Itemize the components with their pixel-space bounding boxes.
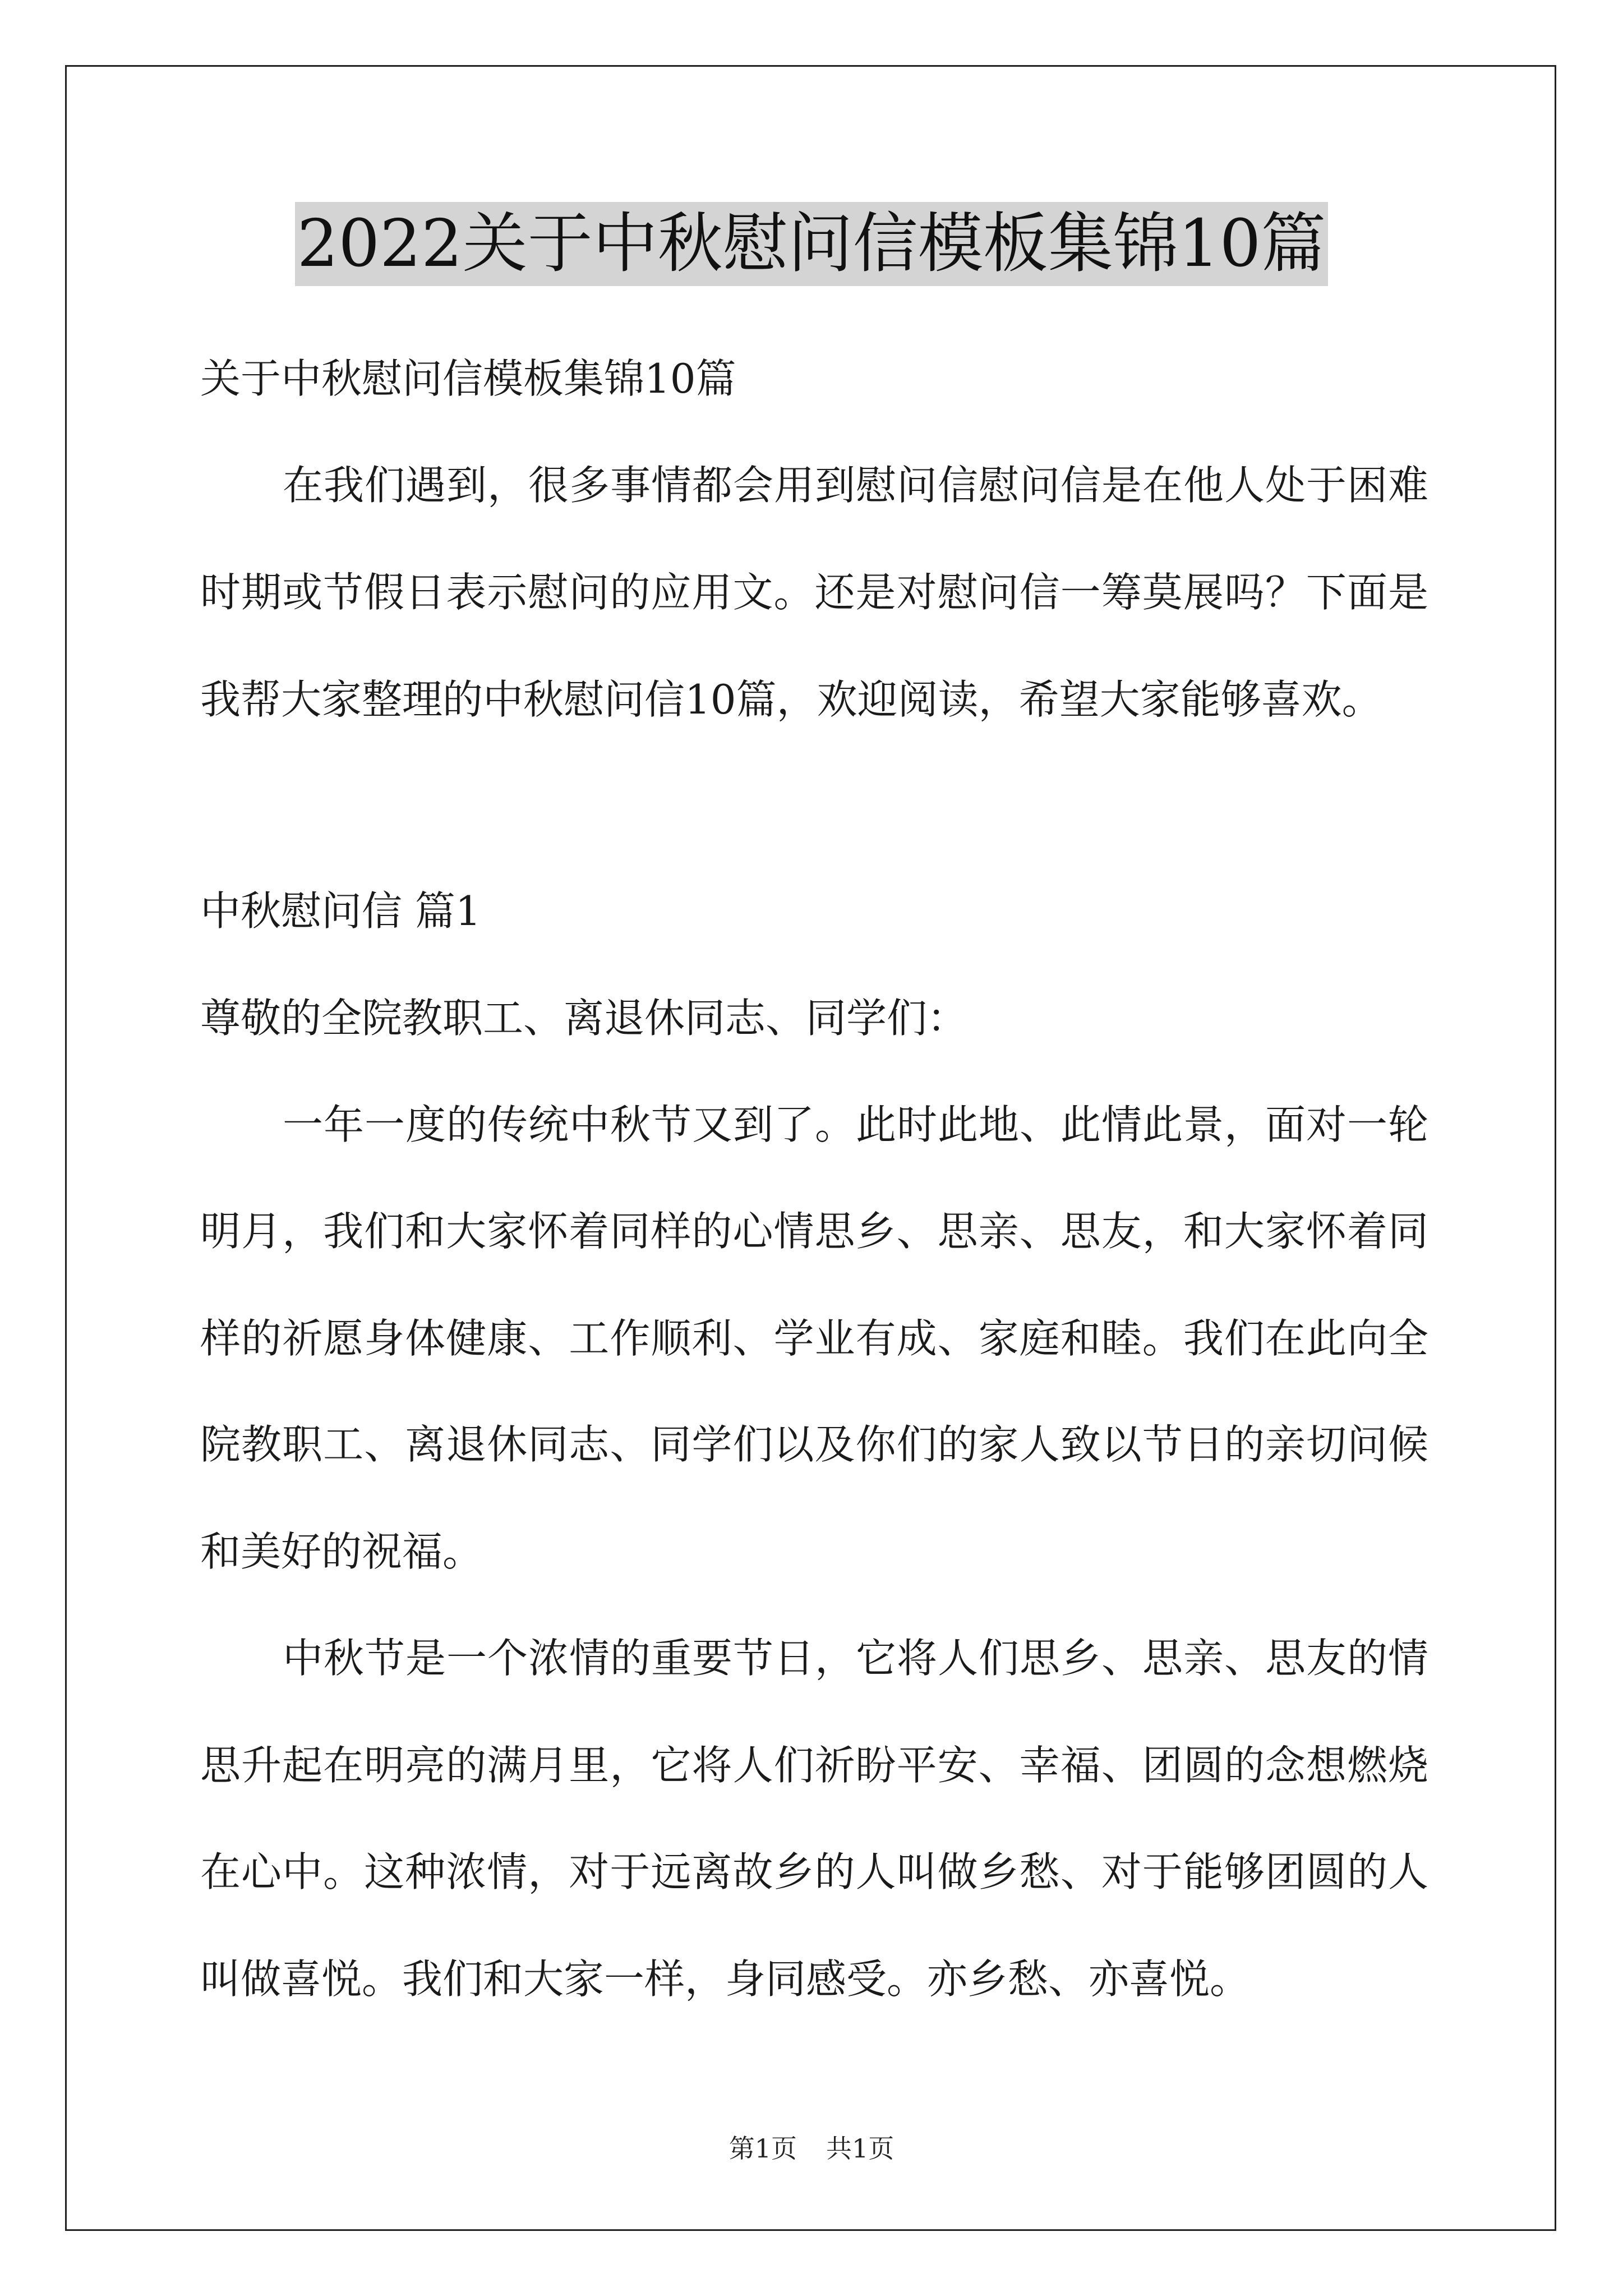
intro-line-1: 在我们遇到，很多事情都会用到慰问信慰问信是在他人处于困难: [283, 462, 1428, 509]
paragraph1-line-3: 样的祈愿身体健康、工作顺利、学业有成、家庭和睦。我们在此向全: [200, 1315, 1428, 1362]
paragraph2-line-1: 中秋节是一个浓情的重要节日，它将人们思乡、思亲、思友的情: [283, 1635, 1428, 1682]
section-heading: 中秋慰问信 篇1: [200, 887, 481, 935]
paragraph2-line-2: 思升起在明亮的满月里，它将人们祈盼平安、幸福、团圆的念想燃烧: [200, 1742, 1428, 1789]
paragraph2-line-3: 在心中。这种浓情，对于远离故乡的人叫做乡愁、对于能够团圆的人: [200, 1848, 1428, 1895]
page-total: 共1页: [826, 2133, 895, 2164]
paragraph1-line-2: 明月，我们和大家怀着同样的心情思乡、思亲、思友，和大家怀着同: [200, 1208, 1428, 1255]
intro-line-3: 我帮大家整理的中秋慰问信10篇，欢迎阅读，希望大家能够喜欢。: [200, 676, 1382, 723]
intro-line-2: 时期或节假日表示慰问的应用文。还是对慰问信一筹莫展吗？下面是: [200, 569, 1428, 616]
document-title: 2022关于中秋慰问信模板集锦10篇: [295, 202, 1329, 286]
title-block: [0, 202, 1623, 286]
paragraph1-line-4: 院教职工、离退休同志、同学们以及你们的家人致以节日的亲切问候: [200, 1421, 1428, 1468]
paragraph1-line-5: 和美好的祝福。: [200, 1528, 483, 1575]
page-number: 第1页: [728, 2133, 797, 2164]
paragraph1-line-1: 一年一度的传统中秋节又到了。此时此地、此情此景，面对一轮: [283, 1101, 1428, 1148]
page-footer: [0, 2132, 1623, 2165]
paragraph2-line-4: 叫做喜悦。我们和大家一样，身同感受。亦乡愁、亦喜悦。: [200, 1955, 1251, 2003]
salutation: 尊敬的全院教职工、离退休同志、同学们：: [200, 995, 968, 1042]
document-subtitle: 关于中秋慰问信模板集锦10篇: [200, 355, 736, 402]
